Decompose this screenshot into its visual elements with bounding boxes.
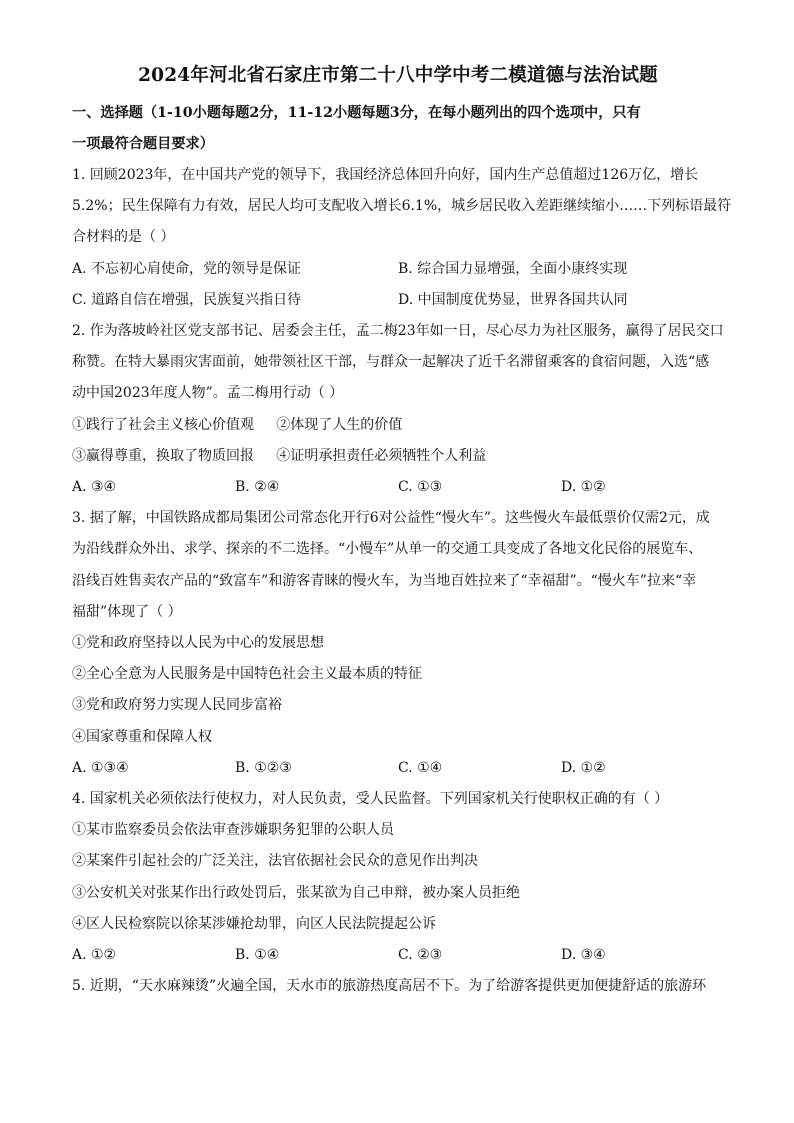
question-2-options-row bbox=[72, 472, 724, 503]
section-heading-line: 一、选择题（1-10小题每题2分，11-12小题每题3分，在每小题列出的四个选项中，只有 bbox=[72, 105, 641, 121]
question-1-stem-line: 1. 回顾2023年，在中国共产党的领导下，我国经济总体回升向好，国内生产总值超过126万亿，增长 bbox=[72, 167, 699, 183]
question-4-option-c: C. ②③ bbox=[398, 947, 443, 964]
question-4-statement: ①某市监察委员会依法审查涉嫌职务犯罪的公职人员 bbox=[72, 822, 394, 839]
question-1-stem-line: 5.2%；民生保障有力有效，居民人均可支配收入增长6.1%，城乡居民收入差距继续缩小……下列标语最符 bbox=[72, 198, 732, 215]
question-3-stem-line: 沿线百姓售卖农产品的“致富车”和游客青睐的慢火车，为当地百姓拉来了“幸福甜”。“慢火车”拉来“幸 bbox=[72, 572, 697, 589]
question-5-stem-line: 5. 近期，“天水麻辣烫”火遍全国，天水市的旅游热度高居不下。为了给游客提供更加便捷舒适的旅游环 bbox=[72, 978, 707, 995]
question-3-option-d: D. ①② bbox=[561, 759, 606, 776]
question-4-option-d: D. ③④ bbox=[561, 947, 606, 964]
question-1-option-c: C. 道路自信在增强，民族复兴指日待 bbox=[72, 291, 302, 308]
question-3-option-c: C. ①④ bbox=[398, 759, 443, 776]
question-4 bbox=[72, 784, 724, 971]
question-2-stem-line: 2. 作为落坡岭社区党支部书记、居委会主任，孟二梅23年如一日，尽心尽力为社区服务，赢得了居民交口 bbox=[72, 323, 724, 340]
question-3-stem-line: 3. 据了解，中国铁路成都局集团公司常态化开行6对公益性“慢火车”。这些慢火车最低票价仅需2元，成 bbox=[72, 510, 710, 527]
question-4-statement: ②某案件引起社会的广泛关注，法官依据社会民众的意见作出判决 bbox=[72, 853, 478, 870]
question-1-option-b: B. 综合国力显增强，全面小康终实现 bbox=[398, 260, 628, 277]
page-title: 2024年河北省石家庄市第二十八中学中考二模道德与法治试题 bbox=[138, 65, 658, 86]
question-2-option-b: B. ②④ bbox=[235, 479, 280, 496]
section-heading-line: 一项最符合题目要求） bbox=[72, 136, 214, 152]
question-4-option-b: B. ①④ bbox=[235, 947, 280, 964]
question-2-stem-line: 动中国2023年度人物”。孟二梅用行动（ ） bbox=[72, 385, 344, 402]
question-3-statement: ③党和政府努力实现人民同步富裕 bbox=[72, 697, 282, 714]
question-1-option-a: A. 不忘初心肩使命，党的领导是保证 bbox=[72, 260, 302, 277]
question-3-stem-line: 为沿线群众外出、求学、探亲的不二选择。“小慢车”从单一的交通工具变成了各地文化民俗的展览车、 bbox=[72, 541, 703, 558]
question-3-statement: ②全心全意为人民服务是中国特色社会主义最本质的特征 bbox=[72, 666, 422, 683]
question-2-option-d: D. ①② bbox=[561, 479, 606, 496]
question-2-option-c: C. ①③ bbox=[398, 479, 443, 496]
question-3-options-row bbox=[72, 753, 724, 784]
question-4-option-a: A. ①② bbox=[72, 947, 117, 964]
question-1-options-row bbox=[72, 285, 724, 316]
question-3-stem-line: 福甜”体现了（ ） bbox=[72, 603, 182, 620]
question-3-statement: ④国家尊重和保障人权 bbox=[72, 728, 212, 745]
question-4-statement: ④区人民检察院以徐某涉嫌抢劫罪，向区人民法院提起公诉 bbox=[72, 915, 436, 932]
question-4-stem-line: 4. 国家机关必须依法行使权力，对人民负责，受人民监督。下列国家机关行使职权正确的有（ ） bbox=[72, 791, 669, 808]
question-4-options-row bbox=[72, 940, 724, 971]
question-1 bbox=[72, 160, 732, 316]
question-1-options-row bbox=[72, 254, 724, 285]
question-2-statement-line: ③赢得尊重，换取了物质回报 ④证明承担责任必须牺牲个人利益 bbox=[72, 447, 487, 464]
exam-page bbox=[72, 62, 732, 1002]
question-3 bbox=[72, 503, 724, 784]
question-3-statement: ①党和政府坚持以人民为中心的发展思想 bbox=[72, 635, 324, 652]
question-5 bbox=[72, 971, 724, 1002]
question-2-stem-line: 称赞。在特大暴雨灾害面前，她带领社区干部，与群众一起解决了近千名滞留乘客的食宿问题，入选“感 bbox=[72, 354, 710, 371]
question-2-statement-line: ①践行了社会主义核心价值观 ②体现了人生的价值 bbox=[72, 416, 403, 433]
question-3-option-b: B. ①②③ bbox=[235, 759, 292, 776]
question-2-option-a: A. ③④ bbox=[72, 479, 117, 496]
question-1-option-d: D. 中国制度优势显，世界各国共认同 bbox=[398, 291, 628, 308]
section-heading bbox=[72, 98, 724, 160]
question-3-option-a: A. ①③④ bbox=[72, 759, 129, 776]
question-4-statement: ③公安机关对张某作出行政处罚后，张某欲为自己申辩，被办案人员拒绝 bbox=[72, 884, 520, 901]
question-1-stem-line: 合材料的是（ ） bbox=[72, 229, 175, 246]
question-2 bbox=[72, 316, 724, 503]
